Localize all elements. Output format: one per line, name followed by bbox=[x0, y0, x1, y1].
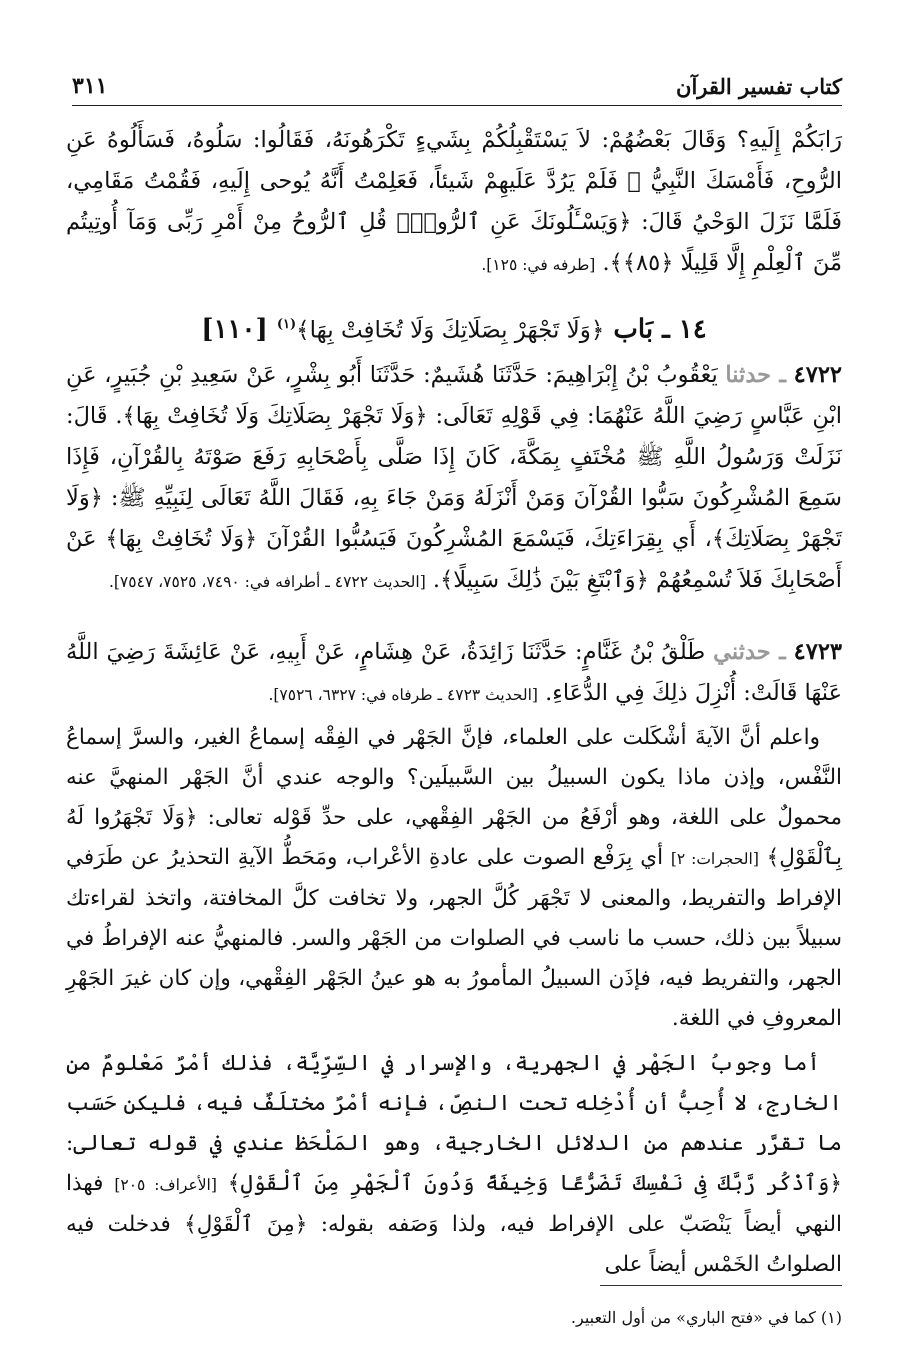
page-number: ٣١١ bbox=[72, 73, 108, 99]
commentary-text: واعلم أنَّ الآيةَ أشْكَلت على العلماء، فإنَّ الجَهْر في الفِقْه إسماعُ الغير، والسرَّ إسماعُ النَّفْس، وإذن ماذا يكون السبيلُ بين السَّبيلَين؟ والوجه عندي أنَّ الجَهْر المنهيَّ عنه محمولٌ على اللغة، وهو أرْفَعُ من الجَهْر الفِقْهي، على حدِّ قَوْله تعالى: ﴿وَلَا تَجْهَرُوا لَهُ بِٱلْقَوْلِ﴾ bbox=[66, 725, 842, 870]
hadith-ref: [الحديث ٤٧٢٢ ـ أطرافه في: ٧٤٩٠، ٧٥٢٥، ٧٥٤٧]. bbox=[108, 573, 426, 591]
running-header bbox=[72, 66, 842, 106]
top-paragraph-ref: [طرفه في: ١٢٥]. bbox=[481, 256, 596, 274]
footnote bbox=[66, 1306, 842, 1330]
hadith-text: طَلْقُ بْنُ غَنَّامٍ: حَدَّثَنَا زَائِدَةُ، عَنْ هِشَامٍ، عَنْ أَبِيهِ، عَنْ عَائِشَةَ رَضِيَ اللَّهُ عَنْهَا قَالَتْ: أُنْزِلَ ذلِكَ فِي الدُّعَاءِ. bbox=[66, 639, 842, 706]
chapter-label: ـ بَاب bbox=[613, 314, 670, 345]
commentary-paragraph-2 bbox=[66, 1044, 842, 1285]
commentary-text: فهذا النهي أيضاً يَنْصَبّ على الإفراط فيه، ولذا وَصَفه بقوله: ﴿مِنَ ٱلْقَوْلِ﴾ فدخلت فيه الصلواتُ الخَمْس أيضاً على bbox=[66, 1171, 842, 1277]
chapter-verse: ﴿وَلَا تَجْهَرْ بِصَلَاتِكَ وَلَا تُخَافِتْ بِهَا﴾ bbox=[296, 317, 605, 344]
hadith-number: ٤٧٢٣ bbox=[793, 639, 843, 665]
chapter-verse-number: [١١٠] bbox=[201, 314, 268, 345]
commentary-text: أي بِرَفْع الصوت على عادةِ الأعْراب، ومَحَطُّ الآيةِ التحذيرُ عن طَرَفي الإفراط والتفريط، والمعنى لا تَجْهَر كُلَّ الجهر، ولا تخافت كلَّ المخافتة، واتخذ لقراءتك سبيلاً بين ذلك، حسب ما ناسب في الصلوات من الجَهْر والسر. فالمنهيُّ عنه الإفراطُ في الجهر، والتفريط فيه، فإذَن السبيلُ المأمورُ به هو عينُ الجَهْر الفِقْهي، وإن كان غيرَ الجَهْرِ المعروفِ في اللغة. bbox=[66, 845, 842, 1031]
chapter-heading bbox=[190, 300, 718, 356]
commentary-ref: [الأعراف: ٢٠٥] bbox=[114, 1176, 217, 1194]
chapter-number: ١٤ bbox=[678, 314, 707, 345]
chapter-footnote-marker: (١) bbox=[276, 317, 297, 332]
hadith-faint-label: ـ حدثنا bbox=[725, 362, 786, 388]
hadith-4722 bbox=[66, 355, 842, 603]
commentary-paragraph-1 bbox=[66, 718, 842, 1039]
book-title: كتاب تفسير القرآن bbox=[676, 74, 842, 99]
footnote-text: كما في «فتح الباري» من أول التعبير. bbox=[570, 1308, 816, 1327]
hadith-number: ٤٧٢٢ bbox=[793, 362, 842, 388]
footnote-marker: (١) bbox=[820, 1308, 842, 1327]
hadith-ref: [الحديث ٤٧٢٣ ـ طرفاه في: ٦٣٢٧، ٧٥٢٦]. bbox=[268, 686, 538, 704]
top-paragraph bbox=[66, 120, 842, 286]
hadith-faint-label: ـ حدثني bbox=[713, 639, 786, 665]
footnote-divider bbox=[600, 1285, 842, 1286]
hadith-text: يَعْقُوبُ بْنُ إِبْرَاهِيمَ: حَدَّثَنَا هُشَيمٌ: حَدَّثَنَا أَبُو بِشْرٍ، عَنْ سَعِيدِ بْنِ جُبَيرٍ، عَنِ ابْنِ عَبَّاسٍ رَضِيَ اللَّهُ عَنْهُمَا: فِي قَوْلِهِ تَعَالَى: ﴿وَلَا تَجْهَرْ بِصَلَاتِكَ وَلَا تُخَافِتْ بِهَا﴾. قَالَ: نَزَلَتْ وَرَسُولُ اللَّهِ ﷺ مُخْتَفٍ بِمَكَّةَ، كَانَ إِذَا صَلَّى بِأَصْحَابِهِ رَفَعَ صَوْتَهُ بِالقُرْآنِ، فَإِذَا سَمِعَ المُشْرِكُونَ سَبُّوا القُرْآنَ وَمَنْ أَنْزَلَهُ وَمَنْ جَاءَ بِهِ، فَقَالَ اللَّهُ تَعَالَى لِنَبِيِّهِ ﷺ: ﴿وَلَا تَجْهَرْ بِصَلَاتِكَ﴾، أَي بِقِرَاءَتِكَ، فَيَسْمَعَ المُشْرِكُونَ فَيَسُبُّوا القُرْآنَ ﴿وَلَا تُخَافِتْ بِهَا﴾ عَنْ أَصْحَابِكَ فَلاَ تُسْمِعُهُمْ ﴿وَٱبْتَغِ بَيْنَ ذَٰلِكَ سَبِيلًا﴾. bbox=[66, 362, 842, 593]
top-paragraph-text: رَابَكُمْ إِلَيهِ؟ وَقَالَ بَعْضُهُمْ: لاَ يَسْتَقْبِلُكُمْ بِشَيءٍ تَكْرَهُونَهُ، فَقَالُوا: سَلُوهُ، فَسَأَلُوهُ عَنِ الرُّوحِ، فَأَمْسَكَ النَّبِيُّ ﷺ فَلَمْ يَرُدَّ عَلَيهِمْ شَيئاً، فَعَلِمْتُ أَنَّهُ يُوحى إِلَيهِ، فَقُمْتُ مَقَامِي، فَلَمَّا نَزَلَ الوَحْيُ قَالَ: ﴿وَيَسْـَٔلُونَكَ عَنِ ٱلرُّوحِۖ قُلِ ٱلرُّوحُ مِنْ أَمْرِ رَبِّى وَمَآ أُوتِيتُم مِّنَ ٱلْعِلْمِ إِلَّا قَلِيلًا ﴿٨٥﴾﴾. bbox=[66, 127, 842, 276]
commentary-ref: [الحجرات: ٢] bbox=[670, 850, 759, 868]
commentary-text: أما وجوبُ الجَهْر في الجهرية، والإسرار في السِّرِّيَّة، فذلك أمْرٌ مَعْلومٌ من الخارج، لا أُحِبُّ أن أُدْخِله تحت النصِّ، فإنه أمْرٌ مختلَفٌ فيه، فليكن حَسَب ما تقرَّر عندهم من الدلائل الخارجية، وهو المَلْحَظ عندي في قوله تعالى: ﴿وَٱذْكُر رَّبَّكَ فِى نَفْسِكَ تَضَرُّعًا وَخِيفَةً وَدُونَ ٱلْجَهْرِ مِنَ ٱلْقَوْلِ﴾ bbox=[66, 1051, 842, 1196]
hadith-4723 bbox=[66, 632, 842, 716]
